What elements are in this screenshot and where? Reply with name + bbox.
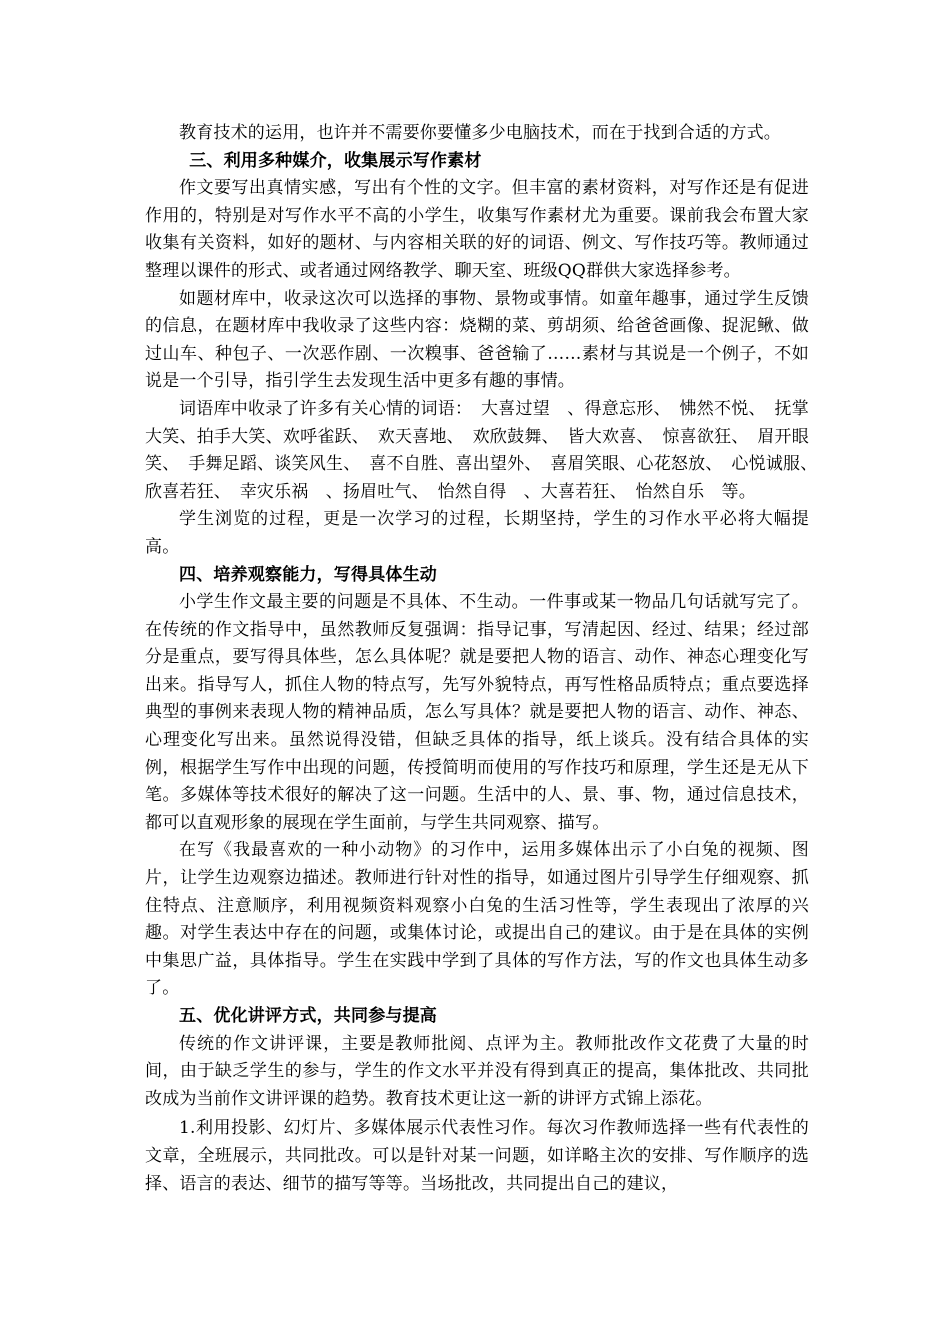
paragraph-3-3: 词语库中收录了许多有关心情的词语： 大喜过望 、得意忘形、 怫然不悦、 抚掌大笑、拍手大笑、欢呼雀跃、 欢天喜地、 欢欣鼓舞、 皆大欢喜、 惊喜欲狂、 眉开眼笑、 手舞足蹈、谈笑风生、 喜不自胜、喜出望外、 喜眉笑眼、心花怒放、 心悦诚服、 欣喜若狂、 幸灾乐祸 、扬眉吐气、 怡然自得 、大喜若狂、 怡然自乐 等。 bbox=[145, 398, 827, 502]
section-heading-5: 五、优化讲评方式，共同参与提高 bbox=[179, 1006, 437, 1026]
paragraph-4-1: 小学生作文最主要的问题是不具体、不生动。一件事或某一物品几句话就写完了。在传统的作文指导中，虽然教师反复强调：指导记事，写清起因、经过、结果；经过部分是重点，要写得具体些，怎么具体呢？就是要把人物的语言、动作、神态心理变化写出来。指导写人，抓住人物的特点写，先写外貌特点，再写性格品质特点；重点要选择典型的事例来表现人物的精神品质，怎么写具体？就是要把人物的语言、动作、神态、心理变化写出来。虽然说得没错，但缺乏具体的指导，纸上谈兵。没有结合具体的实例，根据学生写作中出现的问题，传授简明而使用的写作技巧和原理，学生还是无从下笔。多媒体等技术很好的解决了这一问题。生活中的人、景、事、物，通过信息技术，都可以直观形象的展现在学生面前，与学生共同观察、描写。 bbox=[145, 592, 809, 833]
section-heading-4: 四、培养观察能力，写得具体生动 bbox=[179, 564, 437, 585]
paragraph-5-1: 传统的作文讲评课，主要是教师批阅、点评为主。教师批改作文花费了大量的时间，由于缺乏学生的参与，学生的作文水平并没有得到真正的提高，集体批改、共同批改成为当前作文讲评课的趋势。教育技术更让这一新的讲评方式锦上添花。 bbox=[145, 1033, 809, 1109]
document-body bbox=[145, 120, 827, 1198]
paragraph-3-4: 学生浏览的过程，更是一次学习的过程，长期坚持，学生的习作水平必将大幅提高。 bbox=[145, 509, 809, 557]
paragraph-intro: 教育技术的运用，也许并不需要你要懂多少电脑技术，而在于找到合适的方式。 bbox=[179, 123, 781, 143]
section-heading-3: 三、利用多种媒介，收集展示写作素材 bbox=[189, 150, 482, 171]
paragraph-4-2: 在写《我最喜欢的一种小动物》的习作中，运用多媒体出示了小白兔的视频、图片，让学生边观察边描述。教师进行针对性的指导，如通过图片引导学生仔细观察、抓住特点、注意顺序，利用视频资料观察小白兔的生活习性等，学生表现出了浓厚的兴趣。对学生表达中存在的问题，或集体讨论，或提出自己的建议。由于是在具体的实例中集思广益，具体指导。学生在实践中学到了具体的写作方法，写的作文也具体生动多了。 bbox=[145, 840, 809, 999]
paragraph-3-2: 如题材库中，收录这次可以选择的事物、景物或事情。如童年趣事，通过学生反馈的信息，在题材库中我收录了这些内容：烧糊的菜、剪胡须、给爸爸画像、捉泥鳅、做过山车、种包子、一次恶作剧、一次糗事、爸爸输了……素材与其说是一个例子，不如说是一个引导，指引学生去发现生活中更多有趣的事情。 bbox=[145, 288, 809, 392]
paragraph-3-1: 作文要写出真情实感，写出有个性的文字。但丰富的素材资料，对写作还是有促进作用的，特别是对写作水平不高的小学生，收集写作素材尤为重要。课前我会布置大家收集有关资料，如好的题材、与内容相关联的好的词语、例文、写作技巧等。教师通过整理以课件的形式、或者通过网络教学、聊天室、班级QQ群供大家选择参考。 bbox=[145, 178, 809, 281]
paragraph-5-2: 1.利用投影、幻灯片、多媒体展示代表性习作。每次习作教师选择一些有代表性的文章，全班展示，共同批改。可以是针对某一问题，如详略主次的安排、写作顺序的选择、语言的表达、细节的描写等等。当场批改，共同提出自己的建议， bbox=[145, 1118, 809, 1194]
